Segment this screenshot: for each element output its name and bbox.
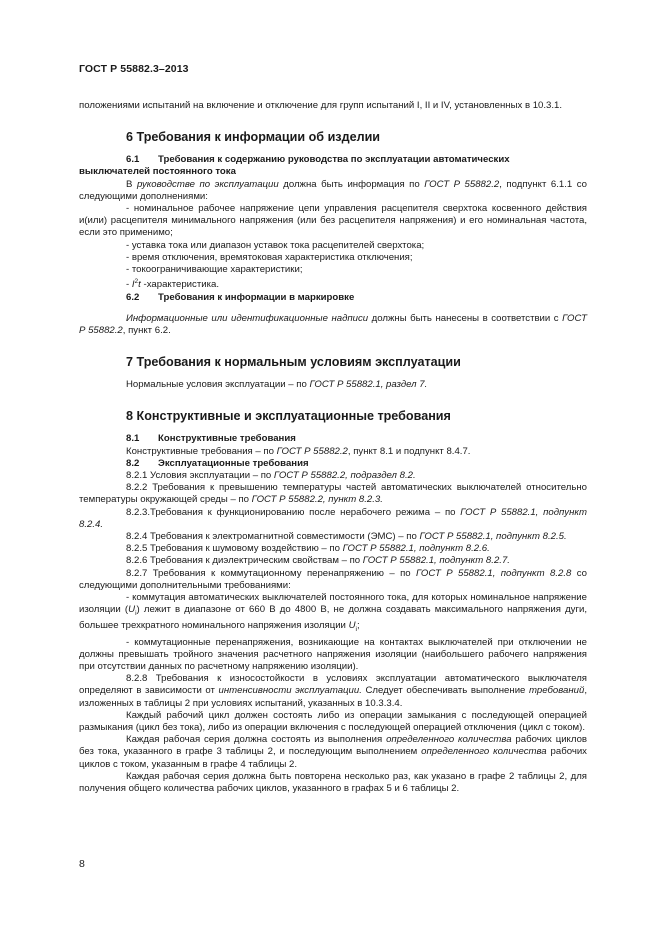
cycle-paragraph: Каждый рабочий цикл должен состоять либо из операции замыкания с последующей операцией размыкания (цикл без тока), либо из операции включения с последующей операцией отключения (цикл с током). [79,709,587,733]
s61-list-item: - токоограничивающие характеристики; [126,264,303,276]
subsection-6-1-heading-cont: выключателей постоянного тока [79,166,236,178]
s61-list-item: - время отключения, времятоковая характеристика отключения; [126,251,413,263]
p-8-2-3: 8.2.3.Требования к функционированию после нерабочего режима – по ГОСТ Р 55882.1, подпункт 8.2.4. [79,506,587,530]
subsection-8-1-number: 8.1 [126,433,140,445]
subsection-6-1-number: 6.1 [126,154,140,166]
p-8-2-1: 8.2.1 Условия эксплуатации – по ГОСТ Р 55882.2, подраздел 8.2. [126,470,416,482]
p-8-2-7: 8.2.7 Требования к коммутационному перенапряжению – по ГОСТ Р 55882.1, подпункт 8.2.8 со следующими дополнительными требованиями: [79,567,587,591]
subsection-6-2-number: 6.2 [126,291,140,303]
p-8-2-4: 8.2.4 Требования к электромагнитной совместимости (ЭМС) – по ГОСТ Р 55882.1, подпункт 8.2.5. [126,531,567,543]
series-paragraph-2: Каждая рабочая серия должна быть повторена несколько раз, как указано в графе 2 таблицы 2, для получения общего количества рабочих циклов, указанного в графах 5 и 6 таблицы 2. [79,770,587,794]
page-number: 8 [79,858,85,870]
subsection-6-2-title: Требования к информации в маркировке [158,291,355,303]
section-8-heading: 8 Конструктивные и эксплуатационные требования [126,409,451,424]
document-body [79,100,587,795]
series-paragraph-1: Каждая рабочая серия должна состоять из выполнения определенного количества рабочих циклов без тока, указанного в графе 3 таблицы 2, и последующим выполнением определенного количества рабочих циклов с током, указанным в графе 4 таблицы 2. [79,734,587,770]
s61-paragraph: В руководстве по эксплуатации должна быть информация по ГОСТ Р 55882.2, подпункт 6.1.1 со следующими дополнениями: [79,178,587,202]
subsection-8-2-title: Эксплуатационные требования [158,457,309,469]
p-8-2-8: 8.2.8 Требования к износостойкости в условиях эксплуатации автоматического выключателя определяют в зависимости от интенсивности эксплуатации. Следует обеспечивать выполнение требований, изложенных в таблицы 2 при условиях испытаний, указанных в 10.3.3.4. [79,673,588,709]
subsection-6-2-heading [79,292,587,304]
s61-list-item-i2t: - $I^2t$ -характеристика. [126,278,219,291]
intro-paragraph: положениями испытаний на включение и отключение для групп испытаний I, II и IV, установленных в 10.3.1. [79,100,563,111]
p-8-2-6: 8.2.6 Требования к диэлектрическим свойствам – по ГОСТ Р 55882.1, подпункт 8.2.7. [126,555,510,567]
document-header: ГОСТ Р 55882.3–2013 [79,63,189,75]
section-7-heading: 7 Требования к нормальным условиям эксплуатации [126,355,461,370]
subsection-8-2-heading [79,458,587,470]
subsection-8-2-number: 8.2 [126,457,140,469]
p-8-2-2: 8.2.2 Требования к превышению температуры частей автоматических выключателей относительно температуры окружающей среды – по ГОСТ Р 55882.2, пункт 8.2.3. [79,482,587,506]
subsection-6-1-heading [79,154,587,166]
subsection-8-1-title: Конструктивные требования [158,433,296,445]
s62-paragraph: Информационные или идентификационные надписи должны быть нанесены в соответствии с ГОСТ Р 55882.2, пункт 6.2. [79,312,587,337]
s81-paragraph: Конструктивные требования – по ГОСТ Р 55882.2, пункт 8.1 и подпункт 8.4.7. [126,445,471,457]
subsection-6-1-title: Требования к содержанию руководства по эксплуатации автоматических [158,154,510,166]
p-8-2-7-bullet: - коммутационные перенапряжения, возникающие на контактах выключателей при отключении не должны превышать тройного значения расчетного напряжения изоляции (наибольшего рабочего напряжения при отсутствии данных по расчетному напряжению изоляции). [79,636,587,672]
section-6-heading: 6 Требования к информации об изделии [126,130,381,145]
p-8-2-7-bullet: - коммутация автоматических выключателей постоянного тока, для которых номинальное напряжение изоляции $(U_i)$ лежит в диапазоне от 660 В до 4800 В, не должна создавать максимального напряжения дуги, большее трехкратного номинального напряжения изоляции $U_i$; [79,592,587,634]
s61-list-item: - номинальное рабочее напряжение цепи управления расцепителя сверхтока косвенного действия и(или) расцепителя минимального напряжения (или без расцепителя напряжения) и его номинальная частота, если это применимо; [79,203,587,239]
p-8-2-5: 8.2.5 Требования к шумовому воздействию – по ГОСТ Р 55882.1, подпункт 8.2.6. [126,543,490,555]
s7-paragraph: Нормальные условия эксплуатации – по ГОСТ Р 55882.1, раздел 7. [126,379,428,391]
s61-list-item: - уставка тока или диапазон уставок тока расцепителей сверхтока; [126,239,425,251]
subsection-8-1-heading [79,433,587,445]
